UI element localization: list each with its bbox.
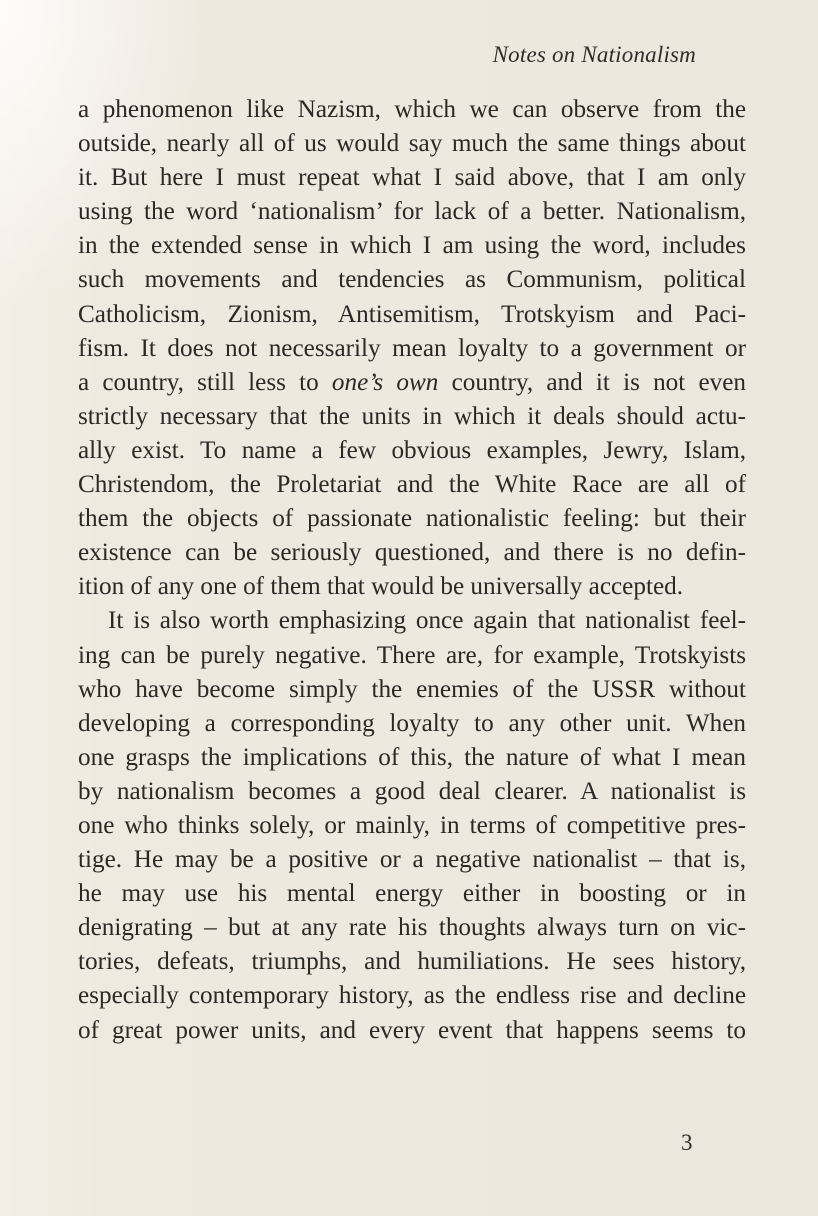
text-line: tige. He may be a positive or a negative nationalist – that is,	[78, 846, 746, 874]
text-line: It is also worth emphasizing once again that nationalist feel-	[108, 607, 746, 635]
paragraph-2	[78, 604, 746, 1047]
running-head: Notes on Nationalism	[492, 42, 696, 67]
emphasis-ones-own: one’s own	[331, 368, 439, 396]
text-line: especially contemporary history, as the endless rise and decline	[78, 982, 746, 1010]
text-line: fism. It does not necessarily mean loyalty to a government or	[78, 334, 746, 362]
text-line: he may use his mental energy either in boosting or in	[78, 880, 746, 908]
text-line: tories, defeats, triumphs, and humiliations. He sees history,	[78, 948, 746, 976]
text-line: ing can be purely negative. There are, for example, Trotskyists	[78, 641, 746, 669]
text-line: of great power units, and every event that happens seems to	[78, 1016, 746, 1044]
paragraph-1	[78, 93, 746, 604]
text-run: country, and it is not even	[438, 368, 746, 396]
body-text	[78, 93, 746, 1048]
text-line: using the word ‘nationalism’ for lack of a better. Nationalism,	[78, 198, 746, 226]
text-line: Christendom, the Proletariat and the White Race are all of	[78, 471, 746, 499]
text-line: it. But here I must repeat what I said above, that I am only	[78, 164, 746, 192]
text-line: who have become simply the enemies of the USSR without	[78, 675, 746, 703]
text-line: developing a corresponding loyalty to any other unit. When	[78, 709, 746, 737]
text-run: a country, still less to	[78, 368, 332, 396]
text-line: such movements and tendencies as Communism, political	[78, 266, 746, 294]
text-line: one grasps the implications of this, the nature of what I mean	[78, 743, 746, 771]
text-line: ally exist. To name a few obvious examples, Jewry, Islam,	[78, 436, 746, 464]
text-line: ition of any one of them that would be universally accepted.	[78, 573, 684, 601]
text-line: in the extended sense in which I am using the word, includes	[78, 232, 746, 260]
text-line: denigrating – but at any rate his thoughts always turn on vic-	[78, 914, 746, 942]
text-line: them the objects of passionate nationalistic feeling: but their	[78, 505, 746, 533]
text-line: a phenomenon like Nazism, which we can observe from the	[78, 96, 746, 123]
text-line: one who thinks solely, or mainly, in terms of competitive pres-	[78, 811, 746, 839]
text-line: by nationalism becomes a good deal clearer. A nationalist is	[78, 777, 746, 805]
text-line-with-italic	[78, 366, 746, 400]
text-line: outside, nearly all of us would say much the same things about	[78, 130, 746, 158]
text-line: Catholicism, Zionism, Antisemitism, Trotskyism and Paci-	[78, 300, 746, 328]
text-line: strictly necessary that the units in which it deals should actu-	[78, 402, 746, 430]
page-number: 3	[681, 1130, 693, 1155]
text-line: existence can be seriously questioned, and there is no defin-	[78, 539, 746, 567]
